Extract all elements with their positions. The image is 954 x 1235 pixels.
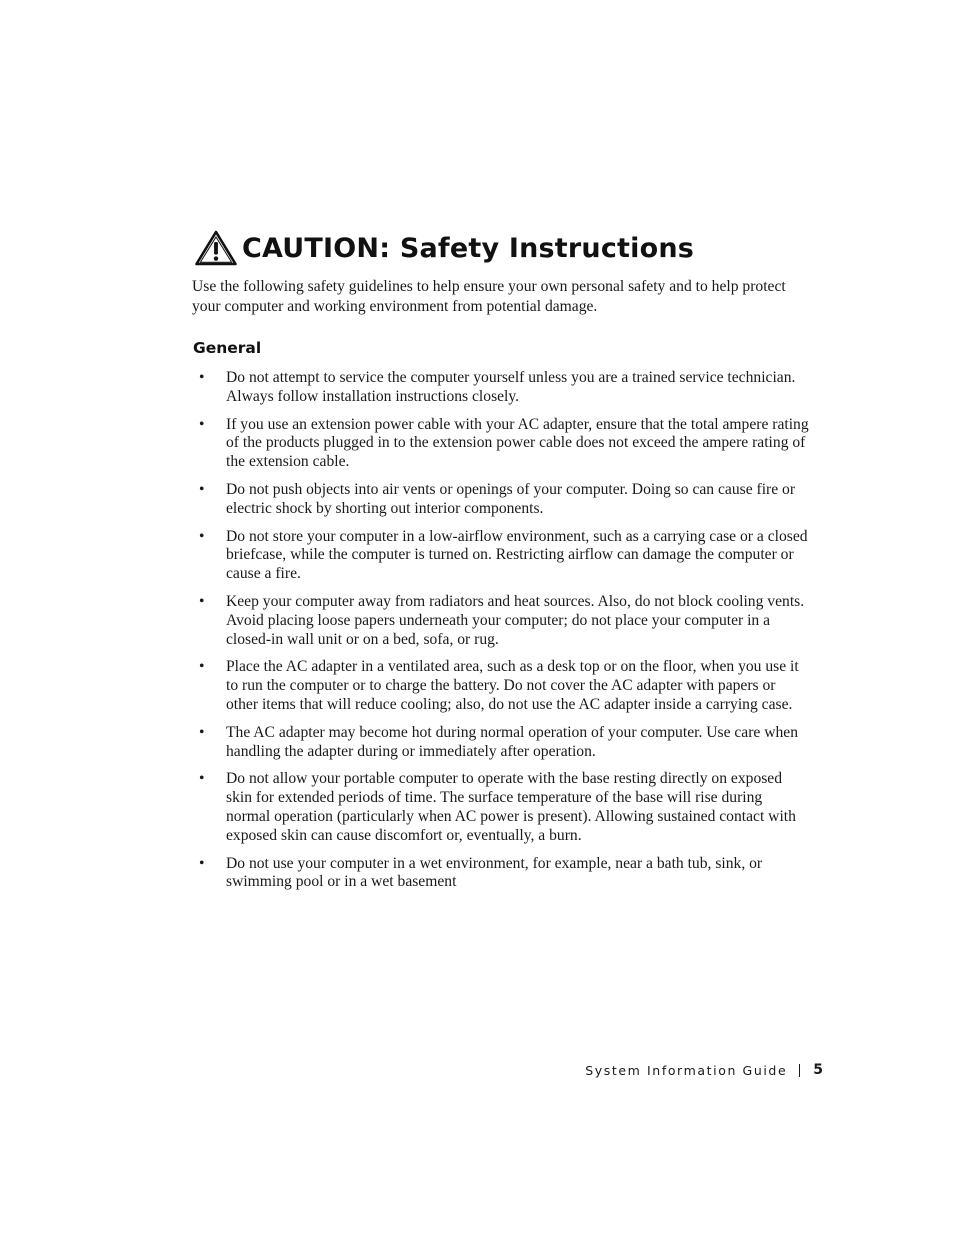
list-item xyxy=(199,481,809,519)
list-item-text: Do not store your computer in a low-airflow environment, such as a carrying case or a closed briefcase, while the computer is turned on. Restricting airflow can damage the computer or cause a fire. xyxy=(226,527,808,583)
page-number: 5 xyxy=(813,1062,823,1078)
list-item-text: The AC adapter may become hot during normal operation of your computer. Use care when handling the adapter during or immediately after operation. xyxy=(226,723,799,760)
bullet-icon: • xyxy=(199,854,205,872)
list-item-text: Keep your computer away from radiators and heat sources. Also, do not block cooling vents. Avoid placing loose papers underneath your computer; do not place your computer in a closed-in wall unit or on a bed, sofa, or rug. xyxy=(226,592,805,648)
list-item-text: Do not attempt to service the computer yourself unless you are a trained service technician. Always follow installation instructions closely. xyxy=(226,369,796,405)
safety-guidelines-list xyxy=(199,369,809,901)
list-item xyxy=(199,528,809,584)
footer-guide-name: System Information Guide xyxy=(585,1062,788,1078)
list-item xyxy=(199,416,809,472)
list-item xyxy=(199,855,809,893)
list-item xyxy=(199,593,809,649)
list-item-text: Do not allow your portable computer to operate with the base resting directly on exposed skin for extended periods of time. The surface temperature of the base will rise during normal operation (particularly when AC power is present). Allowing sustained contact with exposed skin can cause discomfort or, eventually, a burn. xyxy=(226,770,796,844)
list-item-text: If you use an extension power cable with your AC adapter, ensure that the total ampere rating of the products plugged in to the extension power cable does not exceed the ampere rating of the extension cable. xyxy=(226,415,809,471)
page-title: CAUTION: Safety Instructions xyxy=(242,232,695,264)
footer-divider xyxy=(799,1064,800,1077)
list-item xyxy=(199,724,809,762)
page-footer xyxy=(585,1062,823,1078)
bullet-icon: • xyxy=(199,527,205,545)
list-item-text: Do not push objects into air vents or openings of your computer. Doing so can cause fire or electric shock by shorting out interior components. xyxy=(226,480,796,517)
bullet-icon: • xyxy=(199,369,205,386)
bullet-icon: • xyxy=(199,658,205,676)
section-heading-general: General xyxy=(193,339,262,357)
bullet-icon: • xyxy=(199,592,205,610)
page-title-row xyxy=(194,229,694,267)
bullet-icon: • xyxy=(199,770,205,788)
bullet-icon: • xyxy=(199,415,205,433)
list-item xyxy=(199,658,809,714)
intro-paragraph: Use the following safety guidelines to help ensure your own personal safety and to help protect your computer and working environment from potential damage. xyxy=(192,278,786,315)
list-item xyxy=(199,369,809,407)
bullet-icon: • xyxy=(199,480,205,498)
bullet-icon: • xyxy=(199,723,205,741)
list-item xyxy=(199,770,809,845)
warning-triangle-icon xyxy=(194,229,238,267)
list-item-text: Do not use your computer in a wet environment, for example, near a bath tub, sink, or swimming pool or in a wet basement xyxy=(226,854,763,891)
list-item-text: Place the AC adapter in a ventilated area, such as a desk top or on the floor, when you use it to run the computer or to charge the battery. Do not cover the AC adapter with papers or other items that will reduce cooling; also, do not use the AC adapter inside a carrying case. xyxy=(226,658,799,713)
